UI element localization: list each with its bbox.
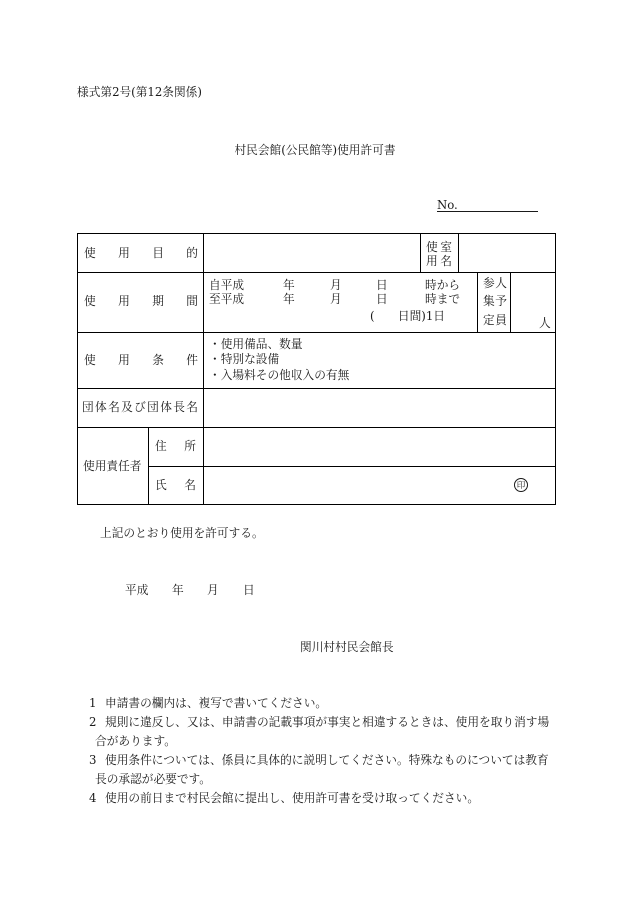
label-glyph: 使 — [84, 353, 96, 367]
label-glyph: 名 — [184, 478, 196, 492]
label-glyph: 体 — [95, 400, 107, 414]
label-glyph: 住 — [155, 439, 167, 453]
room-field[interactable] — [458, 233, 556, 272]
room-label-cell — [420, 233, 458, 272]
room-label-line — [426, 254, 452, 268]
label-glyph: 用 — [426, 254, 438, 268]
address-label-cell — [148, 427, 203, 466]
label-glyph: 使 — [84, 294, 96, 308]
conditions-field[interactable] — [203, 332, 556, 388]
date-day: 日 — [243, 583, 255, 597]
label-glyph: 参 — [483, 276, 495, 290]
attendance-label-line — [483, 294, 507, 308]
label-glyph: 的 — [186, 246, 198, 260]
organization-label-cell — [77, 388, 203, 427]
period-from-era: 自平成 — [209, 278, 245, 292]
label-glyph: 室 — [440, 240, 452, 254]
label-glyph: 使 — [426, 240, 438, 254]
label-glyph: 員 — [495, 313, 507, 327]
label-glyph: 間 — [186, 294, 198, 308]
attendance-label-line — [483, 276, 507, 290]
purpose-field[interactable] — [203, 233, 420, 272]
note-text: 規則に違反し、又は、申請書の記載事項が事実と相違するときは、使用を取り消す場 — [105, 715, 550, 729]
purpose-label-cell — [77, 233, 203, 272]
period-to-day: 日 — [376, 292, 388, 306]
note-text: 使用の前日まで村民会館に提出し、使用許可書を受け取ってください。 — [105, 791, 480, 805]
label-glyph: 長 — [173, 400, 185, 414]
label-glyph: 名 — [186, 400, 198, 414]
label-glyph: 定 — [483, 313, 495, 327]
address-field[interactable] — [203, 427, 556, 466]
name-field[interactable] — [203, 466, 556, 505]
seal-icon: 印 — [514, 478, 528, 492]
approval-statement: 上記のとおり使用を許可する。 — [100, 526, 264, 540]
period-from-year: 年 — [283, 278, 295, 292]
period-to-year: 年 — [283, 292, 295, 306]
name-label-cell — [148, 466, 203, 505]
organization-label — [82, 400, 198, 414]
note-text-continued: 合があります。 — [95, 734, 176, 748]
label-glyph: 集 — [483, 294, 495, 308]
serial-number-label: No. — [437, 198, 458, 212]
note-text: 使用条件については、係員に具体的に説明してください。特殊なものについては教育 — [105, 753, 549, 767]
note-number: 2 — [89, 715, 97, 729]
label-glyph: 団 — [147, 400, 159, 414]
name-label — [155, 478, 196, 492]
period-label — [84, 294, 198, 308]
date-era: 平成 — [125, 583, 149, 597]
conditions-item: ・特別な設備 — [209, 352, 280, 366]
attendance-label-cell — [477, 272, 510, 332]
label-glyph: 条 — [152, 353, 164, 367]
period-days: ( 日間)1日 — [370, 309, 445, 323]
period-to-era: 至平成 — [209, 292, 245, 306]
note-text-continued: 長の承認が必要です。 — [95, 772, 211, 786]
label-glyph: 名 — [440, 254, 452, 268]
form-number: 様式第2号(第12条関係) — [77, 85, 202, 99]
conditions-item: ・使用備品、数量 — [209, 337, 303, 351]
purpose-label — [84, 246, 198, 260]
date-month: 月 — [207, 583, 219, 597]
attendance-field[interactable] — [510, 272, 556, 332]
label-glyph: 名 — [108, 400, 120, 414]
period-field[interactable] — [203, 272, 477, 332]
period-to-hour: 時まで — [425, 292, 461, 306]
conditions-item: ・入場料その他収入の有無 — [209, 368, 350, 382]
attendance-label-line — [483, 313, 507, 327]
label-glyph: 団 — [82, 400, 94, 414]
period-from-day: 日 — [376, 278, 388, 292]
label-glyph: 人 — [495, 276, 507, 290]
label-glyph: 期 — [152, 294, 164, 308]
label-glyph: 用 — [118, 294, 130, 308]
note-number: 4 — [89, 791, 97, 805]
label-glyph: び — [134, 400, 146, 414]
period-to-month: 月 — [330, 292, 342, 306]
label-glyph: 使 — [84, 246, 96, 260]
label-glyph: 所 — [184, 439, 196, 453]
note-text: 申請書の欄内は、複写で書いてください。 — [105, 696, 328, 710]
organization-field[interactable] — [203, 388, 556, 427]
note-number: 3 — [89, 753, 97, 767]
address-label — [155, 439, 196, 453]
note-number: 1 — [89, 696, 97, 710]
label-glyph: 用 — [118, 246, 130, 260]
label-glyph: 用 — [118, 353, 130, 367]
label-glyph: 及 — [121, 400, 133, 414]
page-title: 村民会館(公民館等)使用許可書 — [234, 143, 396, 157]
label-glyph: 目 — [152, 246, 164, 260]
label-glyph: 件 — [186, 353, 198, 367]
period-label-cell — [77, 272, 203, 332]
responsible-label: 使用責任者 — [83, 459, 142, 473]
attendance-unit: 人 — [539, 316, 551, 330]
period-from-month: 月 — [330, 278, 342, 292]
label-glyph: 予 — [495, 294, 507, 308]
label-glyph: 体 — [160, 400, 172, 414]
serial-number-field[interactable] — [437, 199, 538, 212]
label-glyph: 氏 — [155, 478, 167, 492]
room-label-line — [426, 240, 452, 254]
responsible-label-cell — [77, 427, 148, 505]
date-year: 年 — [172, 583, 184, 597]
conditions-label-cell — [77, 332, 203, 388]
issuer: 関川村村民会館長 — [300, 640, 394, 654]
conditions-label — [84, 353, 198, 367]
period-from-hour: 時から — [425, 278, 461, 292]
